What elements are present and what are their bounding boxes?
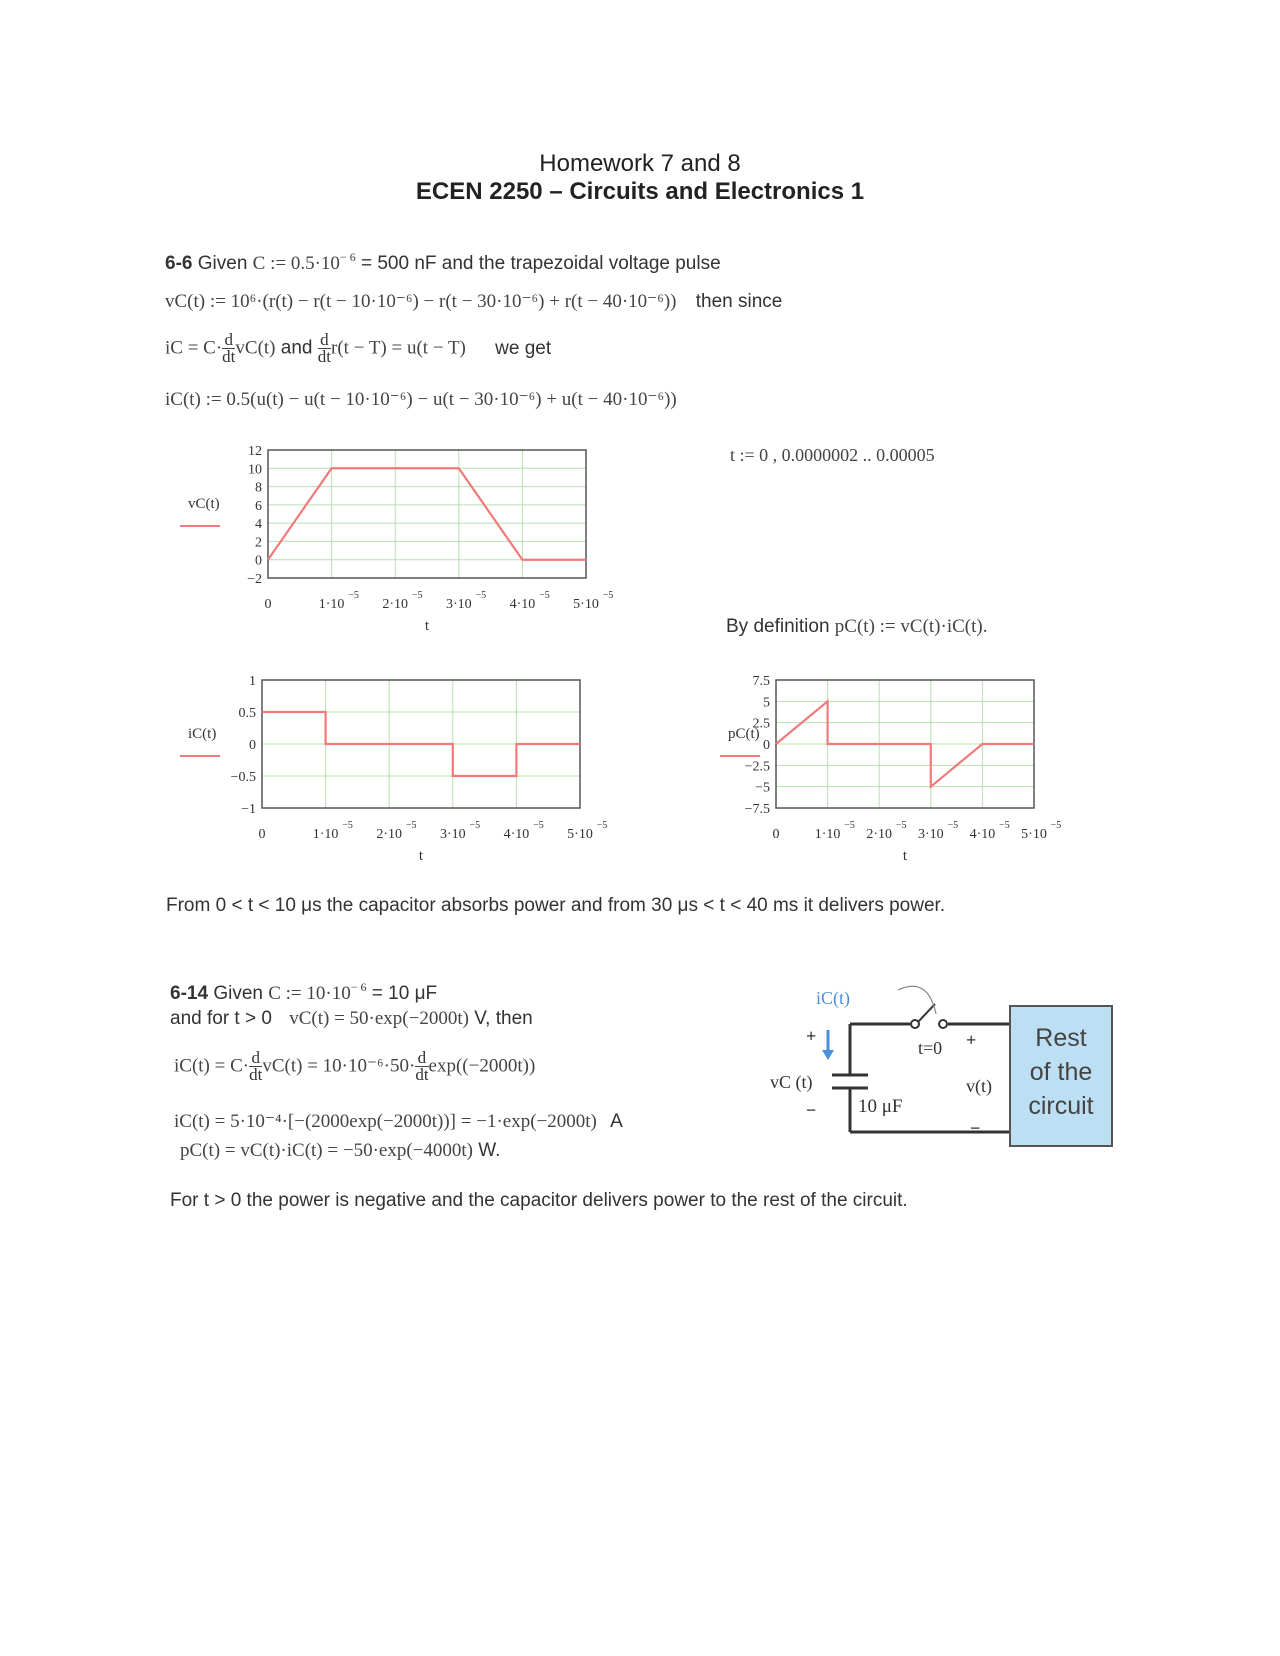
frac-dt-4: dt bbox=[415, 1065, 429, 1084]
y-tick-label: 5 bbox=[763, 695, 770, 711]
p66-pc-def: pC(t) := vC(t)·iC(t). bbox=[834, 616, 988, 637]
x-tick-exponent: −5 bbox=[475, 590, 487, 601]
frac-d: d bbox=[222, 332, 235, 349]
y-tick-label: 2.5 bbox=[752, 716, 770, 732]
p614-ddt-fraction bbox=[249, 1050, 262, 1083]
y-tick-label: 0 bbox=[763, 738, 770, 753]
switch-blade bbox=[918, 1004, 935, 1022]
y-tick-label: 0 bbox=[249, 738, 256, 753]
x-tick-label: 0 bbox=[258, 827, 266, 842]
x-axis-label: t bbox=[418, 848, 424, 864]
x-tick-exponent: −5 bbox=[999, 820, 1010, 831]
p614-pc-result: pC(t) = vC(t)·iC(t) = −50·exp(−4000t) bbox=[180, 1140, 473, 1161]
y-tick-label: 10 bbox=[248, 462, 262, 478]
x-tick-exponent: −5 bbox=[844, 820, 855, 831]
y-tick-label: 2 bbox=[255, 535, 262, 551]
y-tick-label: 4 bbox=[255, 517, 262, 533]
x-axis-label: t bbox=[424, 618, 430, 634]
vc-label: vC (t) bbox=[770, 1072, 813, 1092]
p66-ddt-fraction-2 bbox=[318, 332, 331, 365]
frac-d-2: d bbox=[318, 332, 331, 349]
y-axis-label: pC(t) bbox=[728, 726, 760, 742]
frac-dt-3: dt bbox=[249, 1065, 263, 1084]
y-tick-label: 7.5 bbox=[752, 674, 770, 689]
p614-given-word: Given bbox=[213, 983, 263, 1004]
p66-c-exp: − 6 bbox=[339, 250, 356, 264]
pc-chart-panel bbox=[720, 670, 1120, 885]
x-tick-exponent: −5 bbox=[411, 590, 423, 601]
p614-amp: A bbox=[610, 1111, 623, 1132]
cap-minus: − bbox=[806, 1100, 817, 1120]
y-axis-label: vC(t) bbox=[188, 496, 220, 512]
y-tick-label: −5 bbox=[755, 780, 770, 796]
ic-chart bbox=[180, 670, 640, 880]
x-tick-exponent: −5 bbox=[342, 820, 353, 831]
v-plus: + bbox=[966, 1030, 977, 1050]
p614-c-tail: = 10 μF bbox=[371, 983, 438, 1004]
x-tick-label: 5·10 bbox=[573, 597, 599, 612]
x-tick-exponent: −5 bbox=[539, 590, 550, 601]
x-tick-exponent: −5 bbox=[469, 820, 481, 831]
x-tick-label: 2·10 bbox=[866, 827, 893, 842]
p614-ic-eq-c: exp((−2000t)) bbox=[428, 1055, 536, 1077]
p614-conclusion: For t > 0 the power is negative and the capacitor delivers power to the rest of the circuit. bbox=[170, 1190, 908, 1211]
frac-dt-2: dt bbox=[317, 347, 332, 366]
y-tick-label: 0 bbox=[255, 553, 262, 569]
y-tick-label: 1 bbox=[249, 674, 256, 689]
x-tick-label: 0 bbox=[772, 827, 780, 842]
p66-given-line bbox=[165, 250, 721, 275]
ic-chart-panel bbox=[180, 670, 640, 885]
switch-label: t=0 bbox=[918, 1038, 943, 1058]
v-minus: − bbox=[970, 1118, 981, 1138]
x-tick-label: 4·10 bbox=[969, 827, 996, 842]
y-tick-label: −7.5 bbox=[744, 802, 770, 817]
x-tick-label: 0 bbox=[264, 597, 272, 612]
p66-c-tail: = 500 nF and the trapezoidal voltage pulse bbox=[360, 253, 721, 274]
p614-c-def: C := 10·10 bbox=[268, 983, 351, 1004]
x-tick-label: 2·10 bbox=[376, 827, 403, 842]
p66-we-get: we get bbox=[495, 337, 552, 359]
p66-ic-rhs: vC(t) bbox=[235, 337, 276, 359]
x-tick-exponent: −5 bbox=[533, 820, 544, 831]
v-label: v(t) bbox=[966, 1076, 992, 1096]
y-tick-label: −0.5 bbox=[230, 770, 256, 785]
p614-number: 6-14 bbox=[170, 983, 209, 1004]
p614-ic-result-line bbox=[174, 1110, 623, 1133]
y-tick-label: 0.5 bbox=[238, 706, 256, 721]
frac-dt: dt bbox=[222, 347, 236, 366]
y-tick-label: 8 bbox=[255, 480, 262, 496]
p66-c-def: C := 0.5·10 bbox=[252, 253, 340, 274]
p614-c-exp: − 6 bbox=[350, 980, 367, 994]
switch-contact-right bbox=[939, 1020, 947, 1028]
p66-ic-def-line bbox=[165, 388, 677, 411]
vc-chart bbox=[180, 440, 640, 650]
y-tick-label: 12 bbox=[248, 444, 262, 459]
x-axis-label: t bbox=[902, 848, 908, 864]
p614-and-for: and for t > 0 bbox=[170, 1008, 272, 1029]
x-tick-label: 5·10 bbox=[1021, 827, 1047, 842]
y-tick-label: 6 bbox=[255, 498, 262, 514]
vc-chart-panel bbox=[180, 440, 640, 655]
circuit-diagram bbox=[770, 980, 1130, 1155]
p66-number: 6-6 bbox=[165, 253, 193, 274]
p614-pc-result-line bbox=[180, 1140, 500, 1162]
box-text-line2: of the bbox=[1029, 1058, 1093, 1086]
p66-r-rhs: r(t − T) = u(t − T) bbox=[331, 337, 466, 359]
p66-ic-lhs: iC = C· bbox=[165, 337, 223, 359]
p66-conclusion: From 0 < t < 10 μs the capacitor absorbs power and from 30 μs < t < 40 ms it delivers power. bbox=[166, 895, 946, 916]
pc-chart bbox=[720, 670, 1120, 880]
p66-ic-derivative-line bbox=[165, 332, 551, 365]
p614-watt: W. bbox=[478, 1140, 501, 1161]
p614-ic-derivation bbox=[174, 1050, 535, 1083]
x-tick-label: 4·10 bbox=[503, 827, 530, 842]
x-tick-label: 1·10 bbox=[318, 597, 345, 612]
frac-d-4: d bbox=[415, 1050, 428, 1067]
p614-ddt-fraction-2 bbox=[415, 1050, 428, 1083]
p66-ddt-fraction bbox=[222, 332, 235, 365]
x-tick-label: 2·10 bbox=[382, 597, 409, 612]
box-text-line3: circuit bbox=[1028, 1092, 1094, 1120]
series-line-vC(t) bbox=[268, 468, 586, 559]
x-tick-label: 3·10 bbox=[439, 827, 466, 842]
x-tick-label: 3·10 bbox=[917, 827, 944, 842]
document-title: Homework 7 and 8 bbox=[539, 150, 741, 177]
p614-ic-eq-a: iC(t) = C· bbox=[174, 1055, 250, 1077]
p66-vc-def: vC(t) := 10⁶·(r(t) − r(t − 10·10⁻⁶) − r(t − 30·10⁻⁶) + r(t − 40·10⁻⁶)) bbox=[165, 291, 677, 312]
y-tick-label: −2 bbox=[247, 572, 262, 587]
p614-vc-line bbox=[170, 1008, 533, 1030]
circuit-svg bbox=[770, 980, 1130, 1150]
box-text-line1: Rest bbox=[1035, 1024, 1087, 1052]
x-tick-exponent: −5 bbox=[895, 820, 907, 831]
current-arrow-head bbox=[822, 1050, 834, 1060]
p66-definition-line bbox=[726, 616, 987, 638]
y-tick-label: −1 bbox=[241, 802, 256, 817]
p66-t-range: t := 0 , 0.0000002 .. 0.00005 bbox=[730, 445, 935, 465]
p614-vc: vC(t) = 50·exp(−2000t) bbox=[289, 1008, 469, 1029]
x-tick-exponent: −5 bbox=[405, 820, 417, 831]
p614-ic-eq-b: vC(t) = 10·10⁻⁶·50· bbox=[262, 1055, 416, 1077]
x-tick-exponent: −5 bbox=[1050, 820, 1062, 831]
p66-vc-line bbox=[165, 290, 782, 313]
x-tick-label: 5·10 bbox=[567, 827, 593, 842]
x-tick-exponent: −5 bbox=[602, 590, 614, 601]
p66-by-definition: By definition bbox=[726, 616, 830, 637]
cap-plus: + bbox=[806, 1026, 817, 1046]
x-tick-exponent: −5 bbox=[348, 590, 359, 601]
x-tick-label: 3·10 bbox=[445, 597, 472, 612]
ic-label: iC(t) bbox=[816, 988, 850, 1008]
x-tick-exponent: −5 bbox=[947, 820, 959, 831]
p66-given-word: Given bbox=[197, 253, 248, 274]
p614-given-line bbox=[170, 980, 437, 1005]
x-tick-label: 4·10 bbox=[509, 597, 536, 612]
x-tick-label: 1·10 bbox=[312, 827, 339, 842]
p66-ic-def: iC(t) := 0.5(u(t) − u(t − 10·10⁻⁶) − u(t − 30·10⁻⁶) + u(t − 40·10⁻⁶)) bbox=[165, 389, 677, 410]
frac-d-3: d bbox=[249, 1050, 262, 1067]
y-tick-label: −2.5 bbox=[744, 759, 770, 775]
p66-and: and bbox=[280, 337, 313, 359]
p66-then-since: then since bbox=[695, 291, 783, 312]
course-title: ECEN 2250 – Circuits and Electronics 1 bbox=[415, 178, 865, 205]
p614-ic-result: iC(t) = 5·10⁻⁴·[−(2000exp(−2000t))] = −1·exp(−2000t) bbox=[174, 1111, 597, 1132]
x-tick-label: 1·10 bbox=[814, 827, 841, 842]
cap-value-label: 10 μF bbox=[858, 1096, 903, 1117]
p614-vc-tail: V, then bbox=[474, 1008, 533, 1029]
y-axis-label: iC(t) bbox=[188, 726, 217, 742]
x-tick-exponent: −5 bbox=[596, 820, 608, 831]
